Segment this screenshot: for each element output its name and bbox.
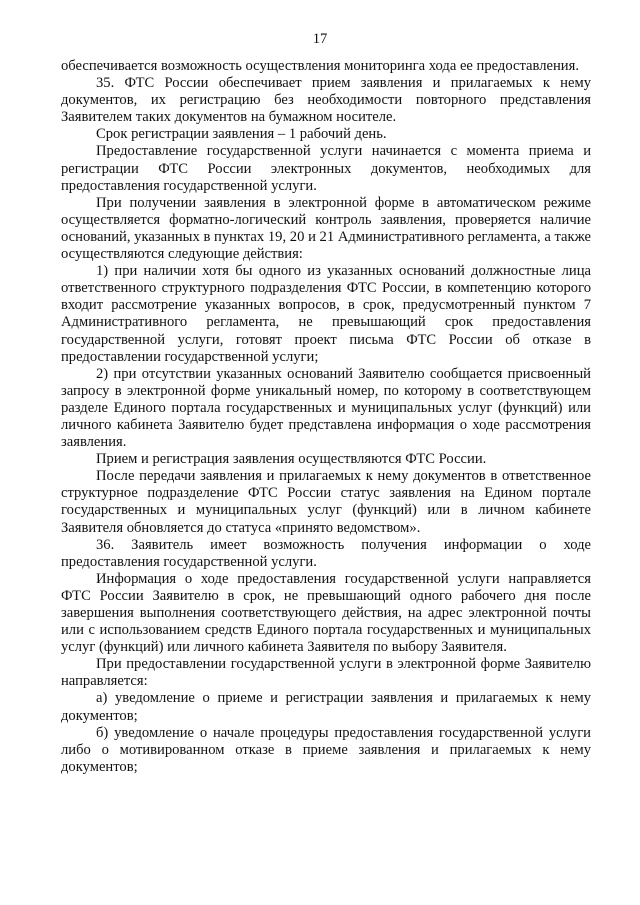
paragraph-progress-info: Информация о ходе предоставления государственной услуги направляется ФТС России Заявителю в срок, не превышающий одного рабочего дня после завершения выполнения соответствующего действия, на адрес электронной почты или с использованием средств Единого портала государственных и муниципальных услуг (функций) или личного кабинета Заявителя по выбору Заявителя. — [61, 570, 591, 656]
paragraph-notification-b: б) уведомление о начале процедуры предоставления государственной услуги либо о мотивированном отказе в приеме заявления и прилагаемых к нему документов; — [61, 724, 591, 775]
paragraph-electronic-control: При получении заявления в электронной форме в автоматическом режиме осуществляется форматно-логический контроль заявления, проверяется наличие оснований, указанных в пунктах 19, 20 и 21 Административного регламента, а также осуществляются следующие действия: — [61, 194, 591, 263]
paragraph-status-update: После передачи заявления и прилагаемых к нему документов в ответственное структурное подразделение ФТС России статус заявления на Едином портале государственных и муниципальных услуг (функций) или в личном кабинете Заявителя обновляется до статуса «принято ведомством». — [61, 468, 591, 536]
paragraph-notifications-intro: При предоставлении государственной услуги в электронной форме Заявителю направляется: — [61, 656, 591, 690]
paragraph-registration-term: Срок регистрации заявления – 1 рабочий день. — [96, 126, 387, 143]
paragraph-service-start: Предоставление государственной услуги начинается с момента приема и регистрации ФТС России электронных документов, необходимых для предоставления государственной услуги. — [61, 143, 591, 194]
page-number: 17 — [312, 31, 328, 47]
paragraph-action-1: 1) при наличии хотя бы одного из указанных оснований должностные лица ответственного структурного подразделения ФТС России, в компетенцию которого входит рассмотрение указанных вопросов, в срок, предусмотренный пунктом 7 Административного регламента, не превышающий срок предоставления государственной услуги, готовят проект письма ФТС России об отказе в предоставлении государственной услуги; — [61, 263, 591, 365]
paragraph-notification-a: а) уведомление о приеме и регистрации заявления и прилагаемых к нему документов; — [61, 690, 591, 724]
paragraph-reception: Прием и регистрация заявления осуществляются ФТС России. — [96, 451, 487, 468]
paragraph-item-35: 35. ФТС России обеспечивает прием заявления и прилагаемых к нему документов, их регистрацию без необходимости повторного представления Заявителем таких документов на бумажном носителе. — [61, 75, 591, 126]
paragraph-item-36: 36. Заявитель имеет возможность получения информации о ходе предоставления государственной услуги. — [61, 536, 591, 570]
paragraph-continuation: обеспечивается возможность осуществления мониторинга хода ее предоставления. — [61, 58, 579, 74]
document-body — [61, 58, 591, 776]
paragraph-action-2: 2) при отсутствии указанных оснований Заявителю сообщается присвоенный запросу в электронной форме уникальный номер, по которому в соответствующем разделе Единого портала государственных и муниципальных услуг (функций) или личного кабинета Заявителю будет представлена информация о ходе рассмотрения заявления. — [61, 365, 591, 451]
